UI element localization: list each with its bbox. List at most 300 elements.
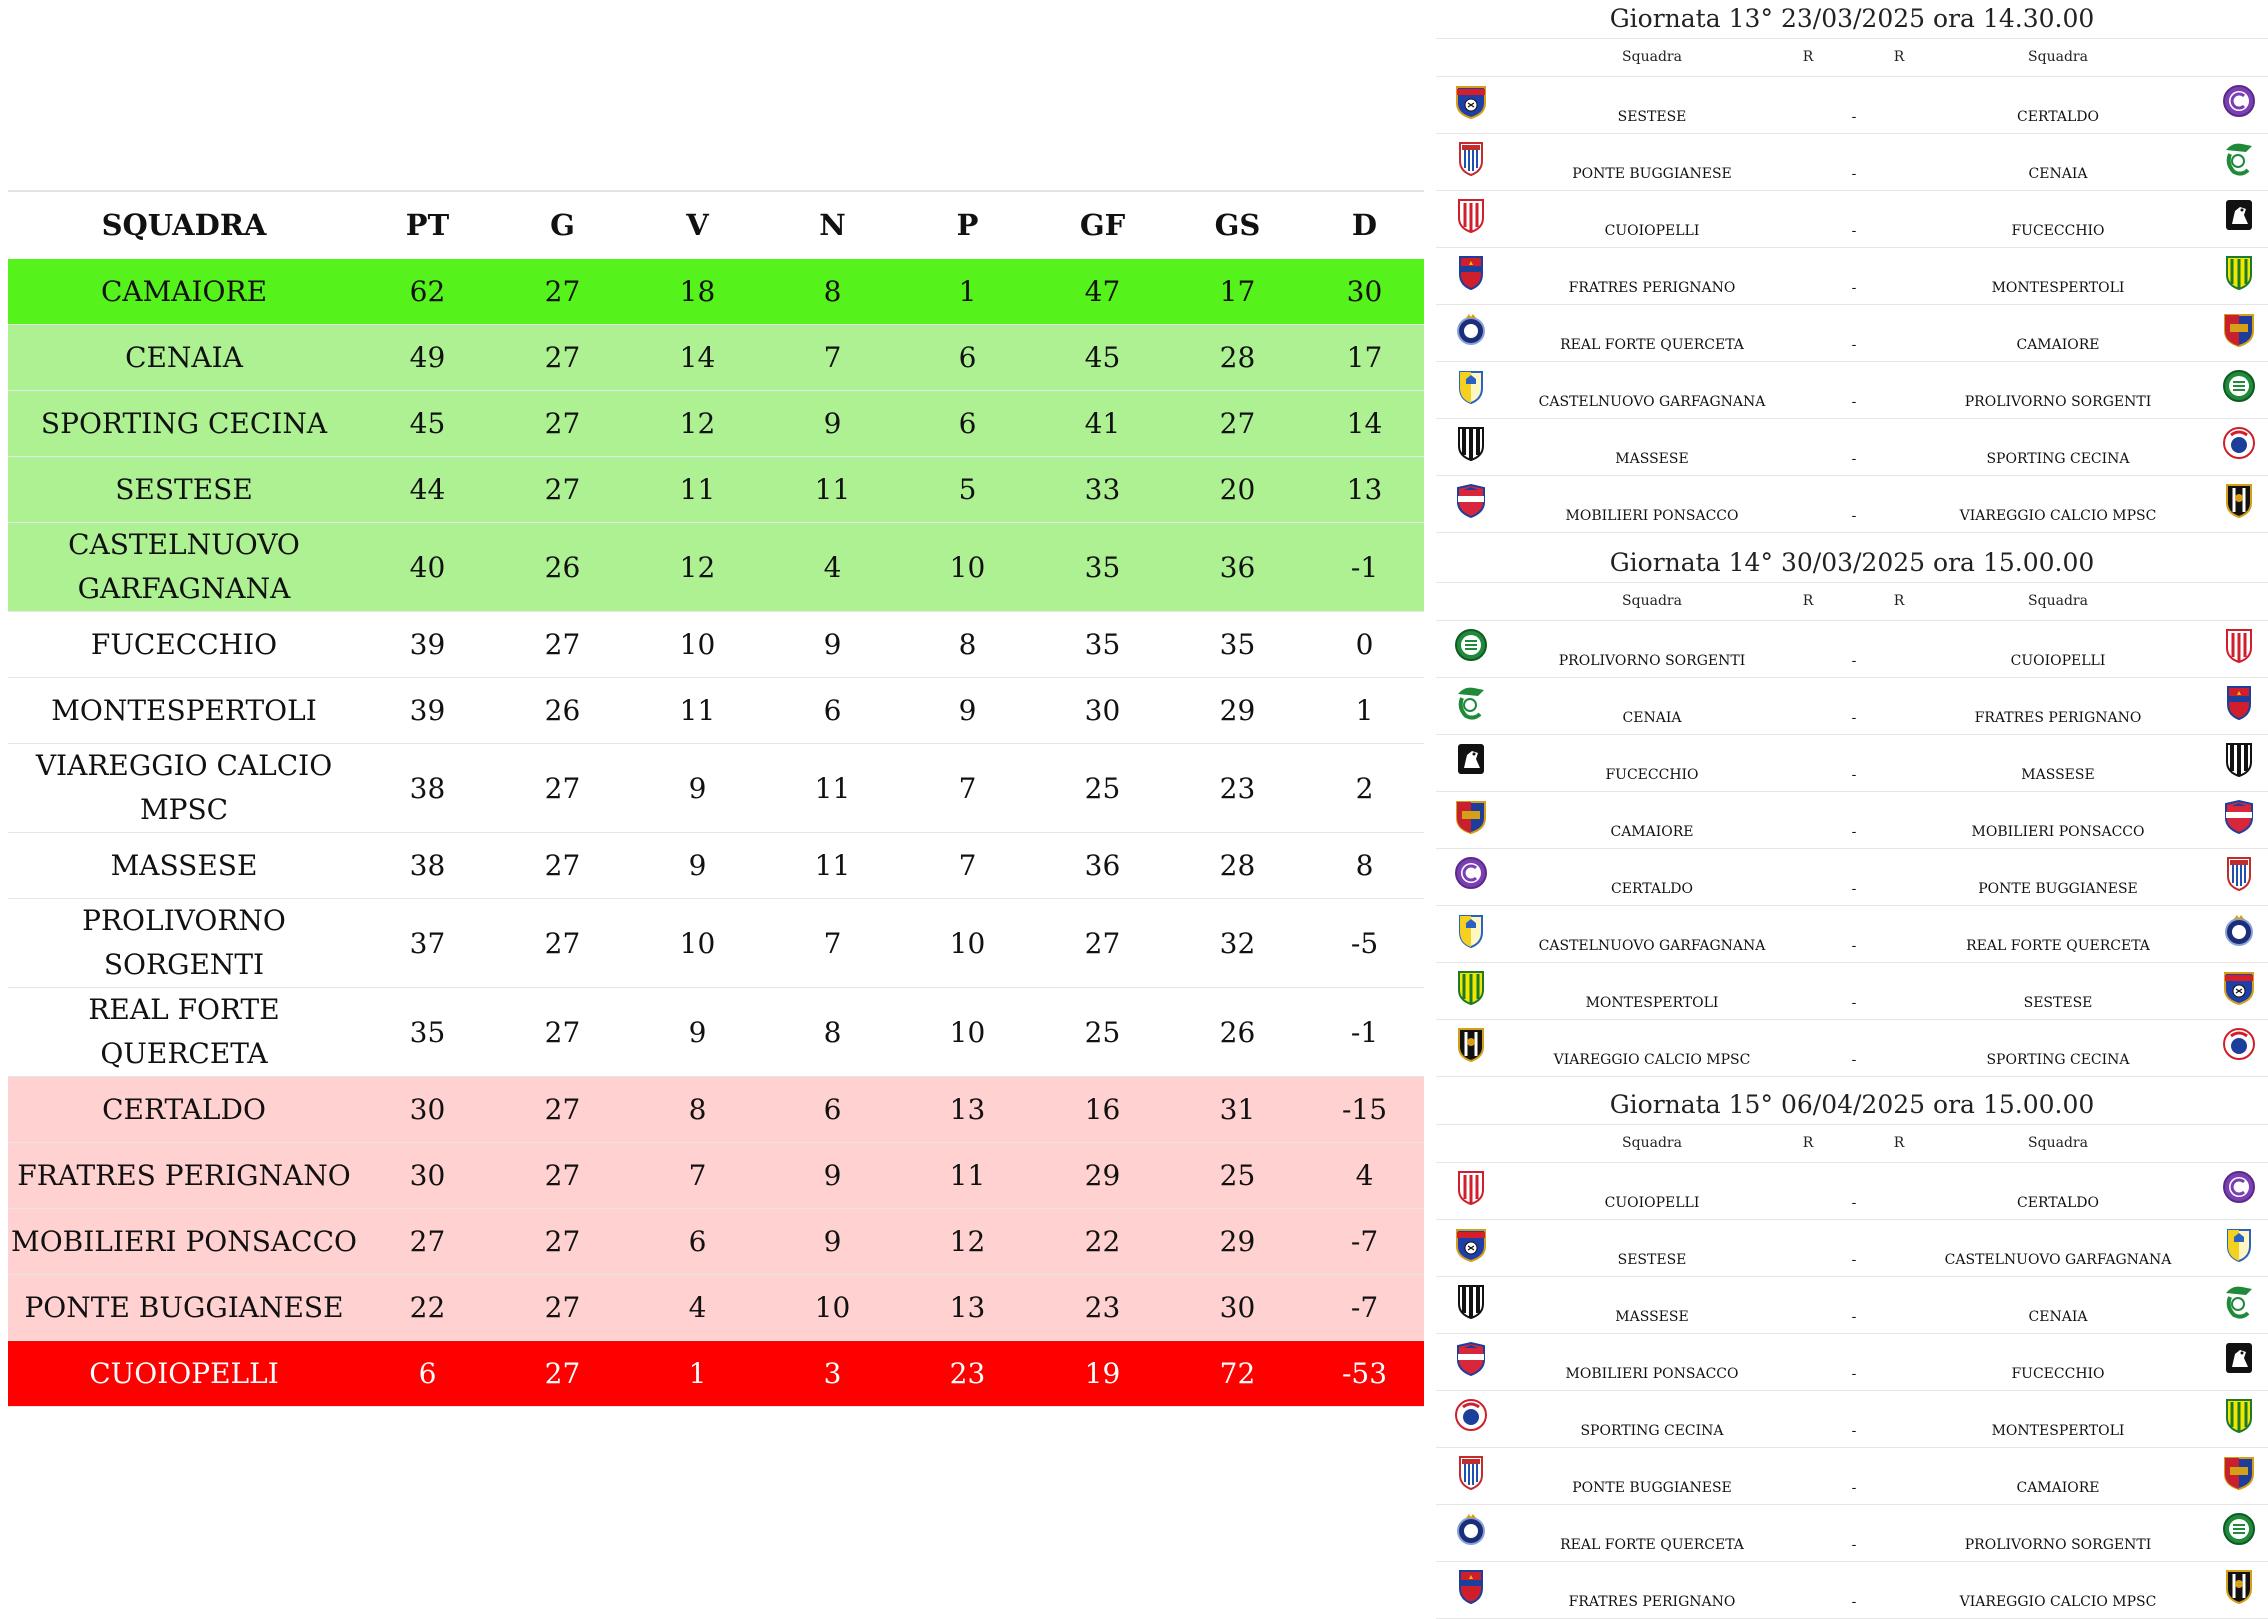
ponte-buggianese-crest-icon: [2222, 855, 2256, 891]
away-team-name: FUCECCHIO: [2011, 223, 2105, 239]
stat-g-cell: 27: [495, 1275, 630, 1341]
stat-g-cell: 27: [495, 259, 630, 325]
header-p: P: [900, 191, 1035, 259]
stat-pt-cell: 62: [360, 259, 495, 325]
stat-gs-cell: 28: [1170, 325, 1305, 391]
standings-row: [8, 744, 1424, 833]
fixture-row: [1436, 1277, 2268, 1334]
stat-g-cell: 27: [495, 457, 630, 523]
stat-d-cell: -1: [1305, 523, 1424, 612]
stat-gf-cell: 45: [1035, 325, 1170, 391]
camaiore-crest-icon: [2222, 311, 2256, 347]
away-team-name: CERTALDO: [2017, 109, 2099, 125]
viareggio-calcio-crest-icon: [2222, 482, 2256, 518]
stat-v-cell: 7: [630, 1143, 765, 1209]
fixture-row: [1436, 621, 2268, 678]
round-title: [1436, 544, 2268, 583]
standings-row: [8, 523, 1424, 612]
score-separator: -: [1851, 938, 1857, 954]
home-team-name: SESTESE: [1617, 1252, 1687, 1268]
home-team-name: FRATRES PERIGNANO: [1568, 1594, 1736, 1610]
team-name-cell: FRATRES PERIGNANO: [8, 1143, 360, 1209]
team-name-cell: SPORTING CECINA: [8, 391, 360, 457]
standings-row: [8, 678, 1424, 744]
team-name-cell: REAL FORTE QUERCETA: [8, 988, 360, 1077]
certaldo-crest-icon: [2222, 83, 2256, 119]
score-separator: -: [1851, 166, 1857, 182]
stat-p-cell: 10: [900, 988, 1035, 1077]
home-team-name: CUOIOPELLI: [1604, 223, 1700, 239]
fixture-round: [1436, 544, 2268, 1077]
round-time: 15.00.00: [1982, 1090, 2095, 1119]
header-pt: PT: [360, 191, 495, 259]
stat-v-cell: 9: [630, 744, 765, 833]
stat-pt-cell: 30: [360, 1077, 495, 1143]
stat-v-cell: 12: [630, 391, 765, 457]
home-team-name: PROLIVORNO SORGENTI: [1558, 653, 1746, 669]
fixture-row: [1436, 678, 2268, 735]
ponte-buggianese-crest-icon: [1454, 140, 1488, 176]
fixture-row: [1436, 419, 2268, 476]
fucecchio-crest-icon: [1454, 741, 1488, 777]
stat-p-cell: 11: [900, 1143, 1035, 1209]
certaldo-crest-icon: [1454, 855, 1488, 891]
stat-gf-cell: 36: [1035, 833, 1170, 899]
score-separator: -: [1851, 109, 1857, 125]
castelnuovo-garfagnana-crest-icon: [2222, 1226, 2256, 1262]
stat-g-cell: 27: [495, 833, 630, 899]
stat-gf-cell: 29: [1035, 1143, 1170, 1209]
stat-gf-cell: 35: [1035, 523, 1170, 612]
standings-row: [8, 899, 1424, 988]
round-label: Giornata: [1609, 1090, 1721, 1119]
montespertoli-crest-icon: [2222, 254, 2256, 290]
header-squadra: SQUADRA: [8, 191, 360, 259]
standings-row: [8, 259, 1424, 325]
standings-row: [8, 1275, 1424, 1341]
stat-n-cell: 3: [765, 1341, 900, 1407]
fixtures-panel: [1436, 0, 2268, 1616]
stat-d-cell: 17: [1305, 325, 1424, 391]
home-team-name: MOBILIERI PONSACCO: [1565, 1366, 1739, 1382]
stat-gf-cell: 30: [1035, 678, 1170, 744]
away-team-name: CAMAIORE: [2016, 1480, 2100, 1496]
stat-gs-cell: 17: [1170, 259, 1305, 325]
fucecchio-crest-icon: [2222, 197, 2256, 233]
stat-gs-cell: 31: [1170, 1077, 1305, 1143]
stat-pt-cell: 22: [360, 1275, 495, 1341]
stat-g-cell: 27: [495, 1077, 630, 1143]
fixture-row: [1436, 77, 2268, 134]
sestese-crest-icon: [2222, 969, 2256, 1005]
cenaia-crest-icon: [2222, 140, 2256, 176]
home-team-name: MONTESPERTOLI: [1585, 995, 1719, 1011]
real-forte-querceta-crest-icon: [1454, 1511, 1488, 1547]
stat-g-cell: 27: [495, 1143, 630, 1209]
stat-n-cell: 9: [765, 391, 900, 457]
stat-g-cell: 27: [495, 325, 630, 391]
stat-pt-cell: 39: [360, 612, 495, 678]
sporting-cecina-crest-icon: [2222, 1026, 2256, 1062]
stat-gf-cell: 25: [1035, 744, 1170, 833]
stat-n-cell: 4: [765, 523, 900, 612]
score-separator: -: [1851, 223, 1857, 239]
round-time-label: ora: [1933, 4, 1975, 33]
header-v: V: [630, 191, 765, 259]
fixture-row: [1436, 1391, 2268, 1448]
away-team-name: MASSESE: [2021, 767, 2095, 783]
stat-p-cell: 10: [900, 523, 1035, 612]
montespertoli-crest-icon: [2222, 1397, 2256, 1433]
stat-d-cell: 13: [1305, 457, 1424, 523]
standings-row: [8, 1341, 1424, 1407]
score-separator: -: [1851, 508, 1857, 524]
home-team-name: CUOIOPELLI: [1604, 1195, 1700, 1211]
round-label: Giornata: [1609, 548, 1721, 577]
stat-gf-cell: 33: [1035, 457, 1170, 523]
team-name-cell: SESTESE: [8, 457, 360, 523]
home-team-name: CERTALDO: [1611, 881, 1693, 897]
home-team-name: MOBILIERI PONSACCO: [1565, 508, 1739, 524]
home-team-name: PONTE BUGGIANESE: [1572, 166, 1732, 182]
stat-g-cell: 26: [495, 523, 630, 612]
score-separator: -: [1851, 1423, 1857, 1439]
score-separator: -: [1851, 995, 1857, 1011]
away-team-name: CUOIOPELLI: [2010, 653, 2106, 669]
viareggio-calcio-crest-icon: [1454, 1026, 1488, 1062]
score-separator: -: [1851, 767, 1857, 783]
stat-pt-cell: 30: [360, 1143, 495, 1209]
away-team-header: Squadra: [2028, 1135, 2088, 1151]
home-team-name: SESTESE: [1617, 109, 1687, 125]
stat-gs-cell: 29: [1170, 678, 1305, 744]
castelnuovo-garfagnana-crest-icon: [1454, 912, 1488, 948]
home-team-header: Squadra: [1622, 1135, 1682, 1151]
fixture-row: [1436, 134, 2268, 191]
cuoiopelli-crest-icon: [1454, 1169, 1488, 1205]
stat-n-cell: 6: [765, 1077, 900, 1143]
away-team-name: REAL FORTE QUERCETA: [1966, 938, 2150, 954]
stat-p-cell: 6: [900, 391, 1035, 457]
home-team-name: FUCECCHIO: [1605, 767, 1699, 783]
score-separator: -: [1851, 394, 1857, 410]
round-time-label: ora: [1933, 548, 1975, 577]
massese-crest-icon: [2222, 741, 2256, 777]
stat-g-cell: 27: [495, 391, 630, 457]
stat-n-cell: 11: [765, 457, 900, 523]
fixture-row: [1436, 362, 2268, 419]
stat-gf-cell: 16: [1035, 1077, 1170, 1143]
fixture-row: [1436, 1562, 2268, 1619]
stat-v-cell: 18: [630, 259, 765, 325]
fixture-row: [1436, 476, 2268, 533]
team-name-cell: CUOIOPELLI: [8, 1341, 360, 1407]
standings-body: [8, 259, 1424, 1407]
round-time: 14.30.00: [1982, 4, 2095, 33]
fixture-column-headers: [1436, 39, 2268, 77]
fixture-row: [1436, 248, 2268, 305]
stat-gs-cell: 26: [1170, 988, 1305, 1077]
score-separator: -: [1851, 1052, 1857, 1068]
viareggio-calcio-crest-icon: [2222, 1568, 2256, 1604]
round-label: Giornata: [1609, 4, 1721, 33]
round-date: 30/03/2025: [1780, 548, 1926, 577]
fratres-perignano-crest-icon: [1454, 254, 1488, 290]
fixture-row: [1436, 191, 2268, 248]
fixture-row: [1436, 1220, 2268, 1277]
stat-v-cell: 8: [630, 1077, 765, 1143]
camaiore-crest-icon: [1454, 798, 1488, 834]
home-team-name: REAL FORTE QUERCETA: [1560, 1537, 1744, 1553]
fixture-row: [1436, 963, 2268, 1020]
away-team-name: SPORTING CECINA: [1986, 1052, 2130, 1068]
away-team-name: SESTESE: [2023, 995, 2093, 1011]
round-number: 14°: [1728, 548, 1773, 577]
massese-crest-icon: [1454, 1283, 1488, 1319]
stat-gf-cell: 35: [1035, 612, 1170, 678]
header-d: D: [1305, 191, 1424, 259]
stat-gf-cell: 25: [1035, 988, 1170, 1077]
mobilieri-ponsacco-crest-icon: [2222, 798, 2256, 834]
stat-gs-cell: 36: [1170, 523, 1305, 612]
fixture-row: [1436, 906, 2268, 963]
home-score-header: R: [1802, 593, 1814, 609]
team-name-cell: CAMAIORE: [8, 259, 360, 325]
score-separator: -: [1851, 1366, 1857, 1382]
stat-pt-cell: 38: [360, 833, 495, 899]
sestese-crest-icon: [1454, 1226, 1488, 1262]
stat-d-cell: 0: [1305, 612, 1424, 678]
standings-row: [8, 1077, 1424, 1143]
stat-gf-cell: 22: [1035, 1209, 1170, 1275]
fixture-row: [1436, 1448, 2268, 1505]
standings-row: [8, 1143, 1424, 1209]
cenaia-crest-icon: [2222, 1283, 2256, 1319]
stat-gs-cell: 28: [1170, 833, 1305, 899]
header-n: N: [765, 191, 900, 259]
fixture-row: [1436, 1020, 2268, 1077]
home-team-name: MASSESE: [1615, 451, 1689, 467]
stat-d-cell: -7: [1305, 1275, 1424, 1341]
stat-d-cell: 4: [1305, 1143, 1424, 1209]
team-name-cell: MASSESE: [8, 833, 360, 899]
stat-v-cell: 9: [630, 833, 765, 899]
team-name-cell: CASTELNUOVO GARFAGNANA: [8, 523, 360, 612]
fixture-column-headers: [1436, 583, 2268, 621]
stat-pt-cell: 6: [360, 1341, 495, 1407]
away-team-name: MONTESPERTOLI: [1991, 1423, 2125, 1439]
round-number: 13°: [1728, 4, 1773, 33]
stat-v-cell: 10: [630, 899, 765, 988]
stat-g-cell: 27: [495, 744, 630, 833]
sporting-cecina-crest-icon: [2222, 425, 2256, 461]
score-separator: -: [1851, 1480, 1857, 1496]
standings-row: [8, 1209, 1424, 1275]
prolivorno-sorgenti-crest-icon: [2222, 368, 2256, 404]
stat-d-cell: 14: [1305, 391, 1424, 457]
stat-gs-cell: 27: [1170, 391, 1305, 457]
round-number: 15°: [1728, 1090, 1773, 1119]
standings-row: [8, 612, 1424, 678]
stat-v-cell: 12: [630, 523, 765, 612]
stat-v-cell: 4: [630, 1275, 765, 1341]
stat-n-cell: 9: [765, 1143, 900, 1209]
stat-n-cell: 10: [765, 1275, 900, 1341]
stat-v-cell: 9: [630, 988, 765, 1077]
round-date: 23/03/2025: [1780, 4, 1926, 33]
fixture-row: [1436, 1163, 2268, 1220]
stat-n-cell: 8: [765, 988, 900, 1077]
score-separator: -: [1851, 824, 1857, 840]
away-score-header: R: [1893, 1135, 1905, 1151]
fixture-row: [1436, 792, 2268, 849]
stat-gs-cell: 29: [1170, 1209, 1305, 1275]
score-separator: -: [1851, 1195, 1857, 1211]
stat-p-cell: 6: [900, 325, 1035, 391]
fixture-row: [1436, 1334, 2268, 1391]
home-team-header: Squadra: [1622, 593, 1682, 609]
stat-n-cell: 6: [765, 678, 900, 744]
stat-gs-cell: 25: [1170, 1143, 1305, 1209]
stat-n-cell: 9: [765, 1209, 900, 1275]
stat-v-cell: 14: [630, 325, 765, 391]
home-team-name: REAL FORTE QUERCETA: [1560, 337, 1744, 353]
stat-d-cell: 2: [1305, 744, 1424, 833]
stat-g-cell: 27: [495, 612, 630, 678]
away-team-name: MONTESPERTOLI: [1991, 280, 2125, 296]
header-gf: GF: [1035, 191, 1170, 259]
team-name-cell: MONTESPERTOLI: [8, 678, 360, 744]
sestese-crest-icon: [1454, 83, 1488, 119]
stat-g-cell: 26: [495, 678, 630, 744]
fixture-row: [1436, 849, 2268, 906]
team-name-cell: CENAIA: [8, 325, 360, 391]
montespertoli-crest-icon: [1454, 969, 1488, 1005]
fixture-column-headers: [1436, 1125, 2268, 1163]
header-g: G: [495, 191, 630, 259]
stat-d-cell: -5: [1305, 899, 1424, 988]
away-team-name: CERTALDO: [2017, 1195, 2099, 1211]
home-team-header: Squadra: [1622, 49, 1682, 65]
score-separator: -: [1851, 1252, 1857, 1268]
stat-p-cell: 9: [900, 678, 1035, 744]
score-separator: -: [1851, 451, 1857, 467]
stat-pt-cell: 27: [360, 1209, 495, 1275]
away-score-header: R: [1893, 593, 1905, 609]
away-team-name: MOBILIERI PONSACCO: [1971, 824, 2145, 840]
away-team-name: FUCECCHIO: [2011, 1366, 2105, 1382]
stat-n-cell: 11: [765, 833, 900, 899]
stat-p-cell: 10: [900, 899, 1035, 988]
mobilieri-ponsacco-crest-icon: [1454, 1340, 1488, 1376]
away-team-name: VIAREGGIO CALCIO MPSC: [1959, 508, 2157, 524]
stat-n-cell: 9: [765, 612, 900, 678]
mobilieri-ponsacco-crest-icon: [1454, 482, 1488, 518]
away-team-name: PROLIVORNO SORGENTI: [1964, 394, 2152, 410]
stat-p-cell: 7: [900, 833, 1035, 899]
stat-p-cell: 8: [900, 612, 1035, 678]
stat-v-cell: 10: [630, 612, 765, 678]
away-team-name: PROLIVORNO SORGENTI: [1964, 1537, 2152, 1553]
score-separator: -: [1851, 653, 1857, 669]
team-name-cell: CERTALDO: [8, 1077, 360, 1143]
stat-n-cell: 8: [765, 259, 900, 325]
stat-g-cell: 27: [495, 1341, 630, 1407]
stat-pt-cell: 35: [360, 988, 495, 1077]
stat-gs-cell: 20: [1170, 457, 1305, 523]
home-score-header: R: [1802, 1135, 1814, 1151]
stat-pt-cell: 38: [360, 744, 495, 833]
score-separator: -: [1851, 280, 1857, 296]
stat-p-cell: 5: [900, 457, 1035, 523]
stat-gf-cell: 41: [1035, 391, 1170, 457]
away-team-name: CAMAIORE: [2016, 337, 2100, 353]
away-team-header: Squadra: [2028, 49, 2088, 65]
round-date: 06/04/2025: [1780, 1090, 1926, 1119]
standings-table: [8, 190, 1424, 1407]
stat-gs-cell: 32: [1170, 899, 1305, 988]
stat-v-cell: 6: [630, 1209, 765, 1275]
standings-row: [8, 457, 1424, 523]
away-team-name: PONTE BUGGIANESE: [1978, 881, 2138, 897]
stat-v-cell: 11: [630, 457, 765, 523]
ponte-buggianese-crest-icon: [1454, 1454, 1488, 1490]
stat-p-cell: 7: [900, 744, 1035, 833]
stat-d-cell: -7: [1305, 1209, 1424, 1275]
stat-pt-cell: 44: [360, 457, 495, 523]
round-title: [1436, 0, 2268, 39]
home-team-name: MASSESE: [1615, 1309, 1689, 1325]
round-title: [1436, 1086, 2268, 1125]
stat-d-cell: -1: [1305, 988, 1424, 1077]
standings-row: [8, 833, 1424, 899]
certaldo-crest-icon: [2222, 1169, 2256, 1205]
cuoiopelli-crest-icon: [1454, 197, 1488, 233]
score-separator: -: [1851, 1594, 1857, 1610]
score-separator: -: [1851, 881, 1857, 897]
team-name-cell: MOBILIERI PONSACCO: [8, 1209, 360, 1275]
fixture-row: [1436, 735, 2268, 792]
prolivorno-sorgenti-crest-icon: [2222, 1511, 2256, 1547]
fixture-round: [1436, 0, 2268, 533]
away-team-name: FRATRES PERIGNANO: [1974, 710, 2142, 726]
away-team-name: CENAIA: [2028, 1309, 2088, 1325]
fucecchio-crest-icon: [2222, 1340, 2256, 1376]
home-team-name: PONTE BUGGIANESE: [1572, 1480, 1732, 1496]
stat-g-cell: 27: [495, 1209, 630, 1275]
home-team-name: CAMAIORE: [1610, 824, 1694, 840]
stat-n-cell: 7: [765, 899, 900, 988]
standings-row: [8, 391, 1424, 457]
prolivorno-sorgenti-crest-icon: [1454, 627, 1488, 663]
stat-p-cell: 23: [900, 1341, 1035, 1407]
stat-v-cell: 1: [630, 1341, 765, 1407]
stat-d-cell: 8: [1305, 833, 1424, 899]
stat-gs-cell: 30: [1170, 1275, 1305, 1341]
away-team-name: VIAREGGIO CALCIO MPSC: [1959, 1594, 2157, 1610]
stat-d-cell: 30: [1305, 259, 1424, 325]
header-gs: GS: [1170, 191, 1305, 259]
cenaia-crest-icon: [1454, 684, 1488, 720]
home-score-header: R: [1802, 49, 1814, 65]
round-time-label: ora: [1933, 1090, 1975, 1119]
fixture-row: [1436, 1505, 2268, 1562]
stat-n-cell: 7: [765, 325, 900, 391]
cuoiopelli-crest-icon: [2222, 627, 2256, 663]
home-team-name: CENAIA: [1622, 710, 1682, 726]
stat-d-cell: -15: [1305, 1077, 1424, 1143]
stat-pt-cell: 45: [360, 391, 495, 457]
